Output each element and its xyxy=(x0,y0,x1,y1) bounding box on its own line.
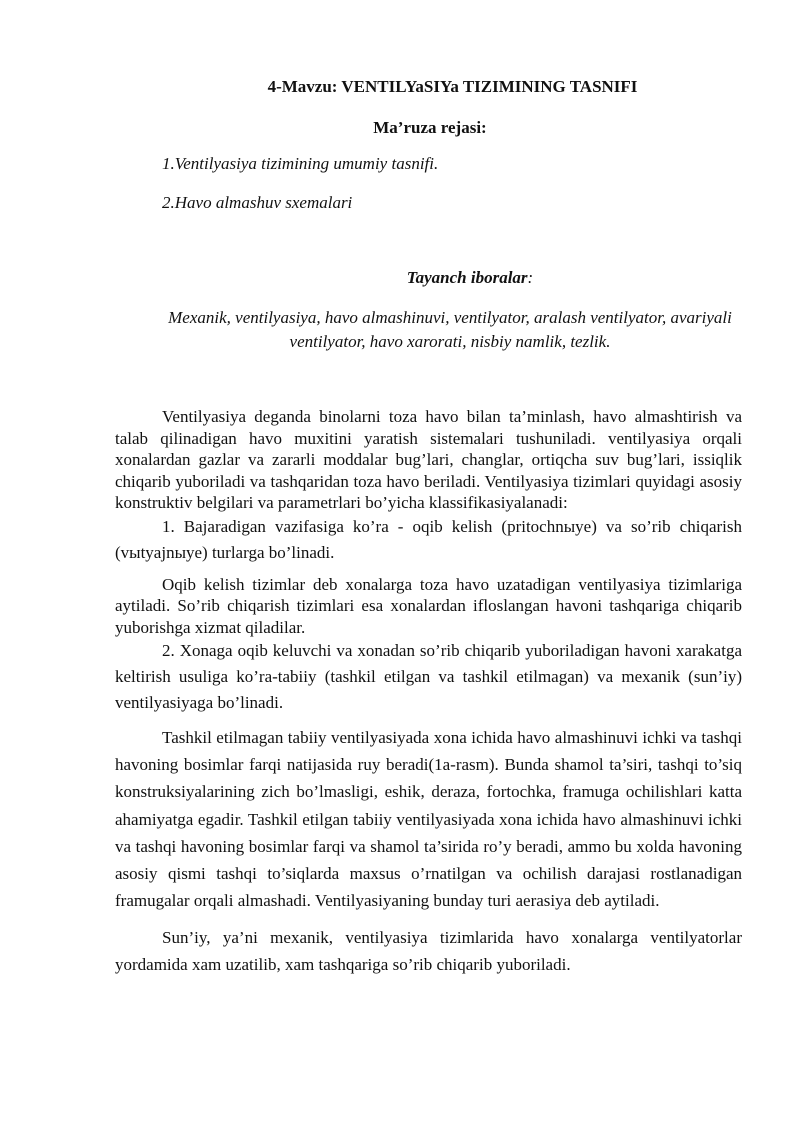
body-text xyxy=(115,406,742,978)
keywords-heading-text: Tayanch iboralar xyxy=(406,268,528,287)
paragraph-1: Ventilyasiya deganda binolarni toza havo bilan ta’minlash, havo almashtirish va talab qilinadigan havo muxitini yaratish sistemalari tushuniladi. ventilyasiya orqali xonalardan gazlar va zararli moddalar bug’lari, changlar, ortiqcha suv bug’lari, issiqlik chiqarib yuboriladi va tashqaridan toza havo beriladi. Ventilyasiya tizimlari quyidagi asosiy konstruktiv belgilari va parametrlari bo’yicha klassifikasiyalanadi: xyxy=(115,407,742,512)
paragraph-4: 2. Xonaga oqib keluvchi va xonadan so’rib chiqarib yuboriladigan havoni xarakatga keltirish usuliga ko’ra-tabiiy (tashkil etilgan va tashkil etilmagan) va mexanik (sun’iy) ventilyasiyaga bo’linadi. xyxy=(115,641,742,712)
plan-item-2: 2.Havo almashuv sxemalari xyxy=(162,193,353,212)
paragraph-6: Sun’iy, ya’ni mexanik, ventilyasiya tizimlarida havo xonalarga ventilyatorlar yordamida xam uzatilib, xam tashqariga so’rib chiqarib yuboriladi. xyxy=(115,928,742,975)
paragraph-3: Oqib kelish tizimlar deb xonalarga toza havo uzatadigan ventilyasiya tizimlariga aytiladi. So’rib chiqarish tizimlari esa xonalardan ifloslangan havoni tashqariga chiqarib yuborishga xizmat qiladilar. xyxy=(115,574,742,637)
plan-item-1: 1.Ventilyasiya tizimining umumiy tasnifi. xyxy=(162,154,439,173)
keywords-heading xyxy=(0,268,800,288)
keywords-list: Mexanik, ventilyasiya, havo almashinuvi, ventilyator, aralash ventilyator, avariyali ventilyator, havo xarorati, nisbiy namlik, tezlik. xyxy=(168,308,732,351)
keywords-heading-colon: : xyxy=(527,268,534,287)
paragraph-2: 1. Bajaradigan vazifasiga ko’ra - oqib kelish (pritochnыye) va so’rib chiqarish (vыtyajnыye) turlarga bo’linadi. xyxy=(115,516,742,562)
plan-heading: Ma’ruza rejasi: xyxy=(373,118,487,137)
paragraph-5: Tashkil etilmagan tabiiy ventilyasiyada xona ichida havo almashinuvi ichki va tashqi havoning bosimlar farqi natijasida ruy beradi(1a-rasm). Bunda shamol ta’siri, tashqi to’siq konstruksiyalarining zich bo’lmasligi, eshik, deraza, fortochka, framuga ochilishlari katta ahamiyatga egadir. Tashkil etilgan tabiiy ventilyasiyada xona ichida havo almashinuvi ichki va tashqi havoning bosimlar farqi va shamol ta’sirida ro’y beradi, ammo bu xolda havoning asosiy qismi tashqi to’siqlarda maxsus o’rnatilgan va ochilish darajasi rostlanadigan framugalar orqali almashadi. Ventilyasiyaning bunday turi aerasiya deb aytiladi. xyxy=(115,728,742,911)
lecture-title: 4-Mavzu: VENTILYaSIYa TIZIMINING TASNIFI xyxy=(267,77,638,96)
